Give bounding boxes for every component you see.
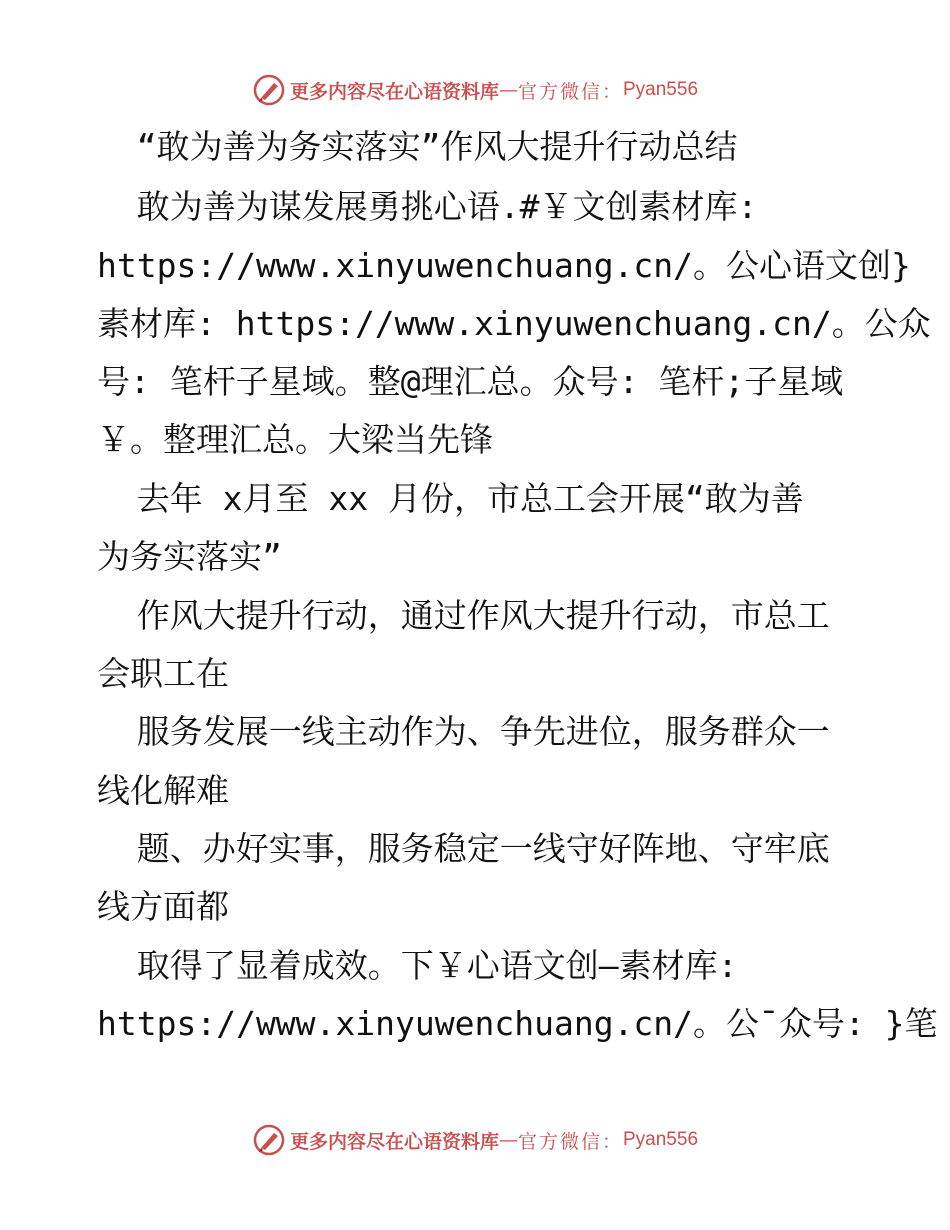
banner-separator: — [498,79,518,101]
banner-wechat-label: 官方微信： [517,1130,623,1153]
text-line: 会职工在 [97,654,229,693]
text-line: 线方面都 [97,887,229,926]
text-line: 作风大提升行动，通过作风大提升行动，市总工 [97,596,830,635]
text-line: https://www.xinyuwenchuang.cn/。公心语文创} [97,246,911,285]
text-line: 号: 笔杆子星域。整@理汇总。众号: 笔杆;子星域 [97,362,844,401]
text-line: 取得了显着成效。下￥心语文创—素材库: [97,946,738,985]
header-banner [0,70,950,110]
footer-banner [0,1120,950,1160]
banner-wechat-id: Pyan556 [623,1129,699,1150]
text-line: 素材库: https://www.xinyuwenchuang.cn/。公众 [97,304,931,343]
banner-wechat-label: 官方微信： [517,80,623,103]
text-line: https://www.xinyuwenchuang.cn/。公¯众号: }笔 [97,1004,938,1043]
banner-wechat-id: Pyan556 [623,79,699,100]
text-line: 敢为善为谋发展勇挑心语.#￥文创素材库: [97,187,758,226]
pen-logo-icon [252,73,286,107]
document-title: “敢为善为务实落实”作风大提升行动总结 [97,127,738,166]
banner-separator: — [498,1129,518,1151]
text-line: 题、办好实事，服务稳定一线守好阵地、守牢底 [97,829,830,868]
banner-main-text: 更多内容尽在心语资料库 [289,80,499,103]
text-line: ￥。整理汇总。大梁当先锋 [97,420,493,459]
text-line: 服务发展一线主动作为、争先进位，服务群众一 [97,712,830,751]
text-line: 去年 x月至 xx 月份，市总工会开展“敢为善 [97,479,804,518]
text-line: 线化解难 [97,771,229,810]
text-line: 为务实落实” [97,537,282,576]
pen-logo-icon [252,1123,286,1157]
banner-main-text: 更多内容尽在心语资料库 [289,1130,499,1153]
